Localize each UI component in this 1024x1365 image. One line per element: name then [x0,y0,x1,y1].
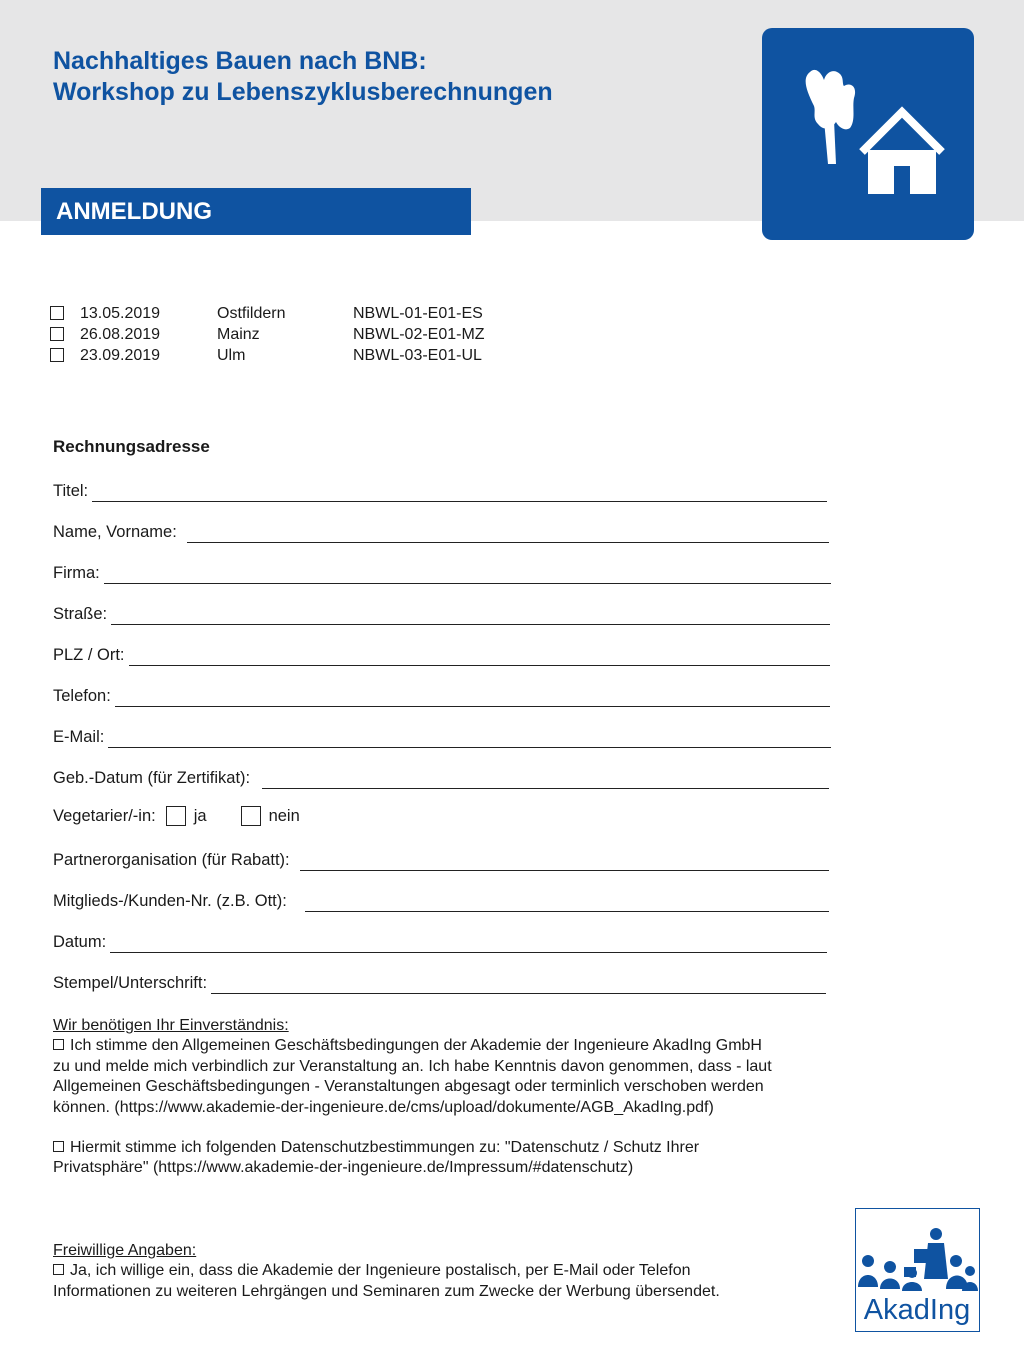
date-code: NBWL-01-E01-ES [353,305,483,322]
title-line-2: Workshop zu Lebenszyklusberechnungen [53,78,553,106]
zip-city-input-line[interactable] [129,648,830,666]
title-line-1: Nachhaltiges Bauen nach BNB: [53,47,427,75]
billing-address-heading: Rechnungsadresse [53,437,210,456]
title-input-line[interactable] [92,484,827,502]
company-field[interactable] [53,560,831,584]
date-input-line[interactable] [110,935,827,953]
date-place: Ostfildern [217,305,286,322]
zip-city-field[interactable] [53,642,830,666]
vegetarian-no-label: nein [268,807,300,825]
birthdate-field[interactable] [53,765,829,789]
date-code: NBWL-02-E01-MZ [353,326,485,343]
consent-heading: Wir benötigen Ihr Einverständnis: [53,1017,289,1034]
agb-checkbox[interactable] [53,1039,64,1050]
optional-section [53,1241,783,1302]
partner-label: Partnerorganisation (für Rabatt): [53,851,290,869]
page-title [53,46,553,108]
date-code: NBWL-03-E01-UL [353,347,482,364]
date-option[interactable] [48,303,528,324]
date-option[interactable] [48,324,528,345]
date-place: Mainz [217,326,260,343]
date-value: 23.09.2019 [80,347,161,364]
email-label: E-Mail: [53,728,105,746]
akading-logo-text: AkadIng [863,1294,971,1326]
birthdate-input-line[interactable] [262,771,829,789]
agb-consent-text: Ich stimme den Allgemeinen Geschäftsbedingungen der Akademie der Ingenieure AkadIng GmbH zu und melde mich verbindlich zur Veranstaltung an. Ich habe Kenntnis davon genommen, dass - laut Allgemeinen Geschäftsbedingungen - Veranstaltungen abgesagt oder terminlich verschoben werden können. (https://www.akademie-der-ingenieure.de/cms/upload/dokumente/AGB_AkadIng.pdf) [53,1037,772,1116]
akading-logo [855,1208,980,1332]
anmeldung-banner: ANMELDUNG [41,188,471,235]
vegetarian-yes-label: ja [193,807,207,825]
company-input-line[interactable] [104,566,831,584]
date-label: Datum: [53,933,107,951]
optional-heading: Freiwillige Angaben: [53,1242,197,1259]
date-value: 26.08.2019 [80,326,161,343]
phone-input-line[interactable] [115,689,830,707]
marketing-checkbox[interactable] [53,1264,64,1275]
date-field[interactable] [53,929,827,953]
street-input-line[interactable] [111,607,830,625]
privacy-checkbox[interactable] [53,1141,64,1152]
email-input-line[interactable] [108,730,831,748]
vegetarian-label: Vegetarier/-in: [53,807,156,825]
marketing-consent [53,1261,783,1302]
name-field[interactable] [53,519,829,543]
phone-label: Telefon: [53,687,111,705]
consent-section [53,1016,783,1179]
email-field[interactable] [53,724,831,748]
privacy-consent-text: Hiermit stimme ich folgenden Datenschutzbestimmungen zu: "Datenschutz / Schutz Ihrer Privatsphäre" (https://www.akademie-der-ingenieure.de/Impressum/#datenschutz) [53,1139,700,1177]
signature-label: Stempel/Unterschrift: [53,974,208,992]
marketing-consent-text: Ja, ich willige ein, dass die Akademie der Ingenieure postalisch, per E-Mail oder Telefon Informationen zu weiteren Lehrgängen und Seminaren zum Zwecke der Werbung übersendet. [53,1262,720,1300]
date-checkbox[interactable] [50,327,64,341]
partner-input-line[interactable] [300,853,829,871]
date-value: 13.05.2019 [80,305,161,322]
date-checkbox[interactable] [50,348,64,362]
date-options [48,303,528,366]
member-number-field[interactable] [53,888,829,912]
signature-input-line[interactable] [211,976,826,994]
zip-city-label: PLZ / Ort: [53,646,125,664]
vegetarian-yes-checkbox[interactable] [166,806,186,826]
name-label: Name, Vorname: [53,523,177,541]
company-label: Firma: [53,564,100,582]
vegetarian-choice [53,805,300,827]
signature-field[interactable] [53,970,826,994]
tree-house-icon [762,28,974,240]
date-option[interactable] [48,345,528,366]
vegetarian-no-checkbox[interactable] [241,806,261,826]
agb-consent [53,1036,783,1118]
partner-field[interactable] [53,847,829,871]
member-number-input-line[interactable] [305,894,829,912]
birthdate-label: Geb.-Datum (für Zertifikat): [53,769,251,787]
member-number-label: Mitglieds-/Kunden-Nr. (z.B. Ott): [53,892,287,910]
street-label: Straße: [53,605,108,623]
date-checkbox[interactable] [50,306,64,320]
date-place: Ulm [217,347,246,364]
title-field[interactable] [53,478,827,502]
title-label: Titel: [53,482,89,500]
name-input-line[interactable] [187,525,829,543]
tree-house-logo [762,28,974,240]
phone-field[interactable] [53,683,830,707]
privacy-consent [53,1138,783,1179]
street-field[interactable] [53,601,830,625]
